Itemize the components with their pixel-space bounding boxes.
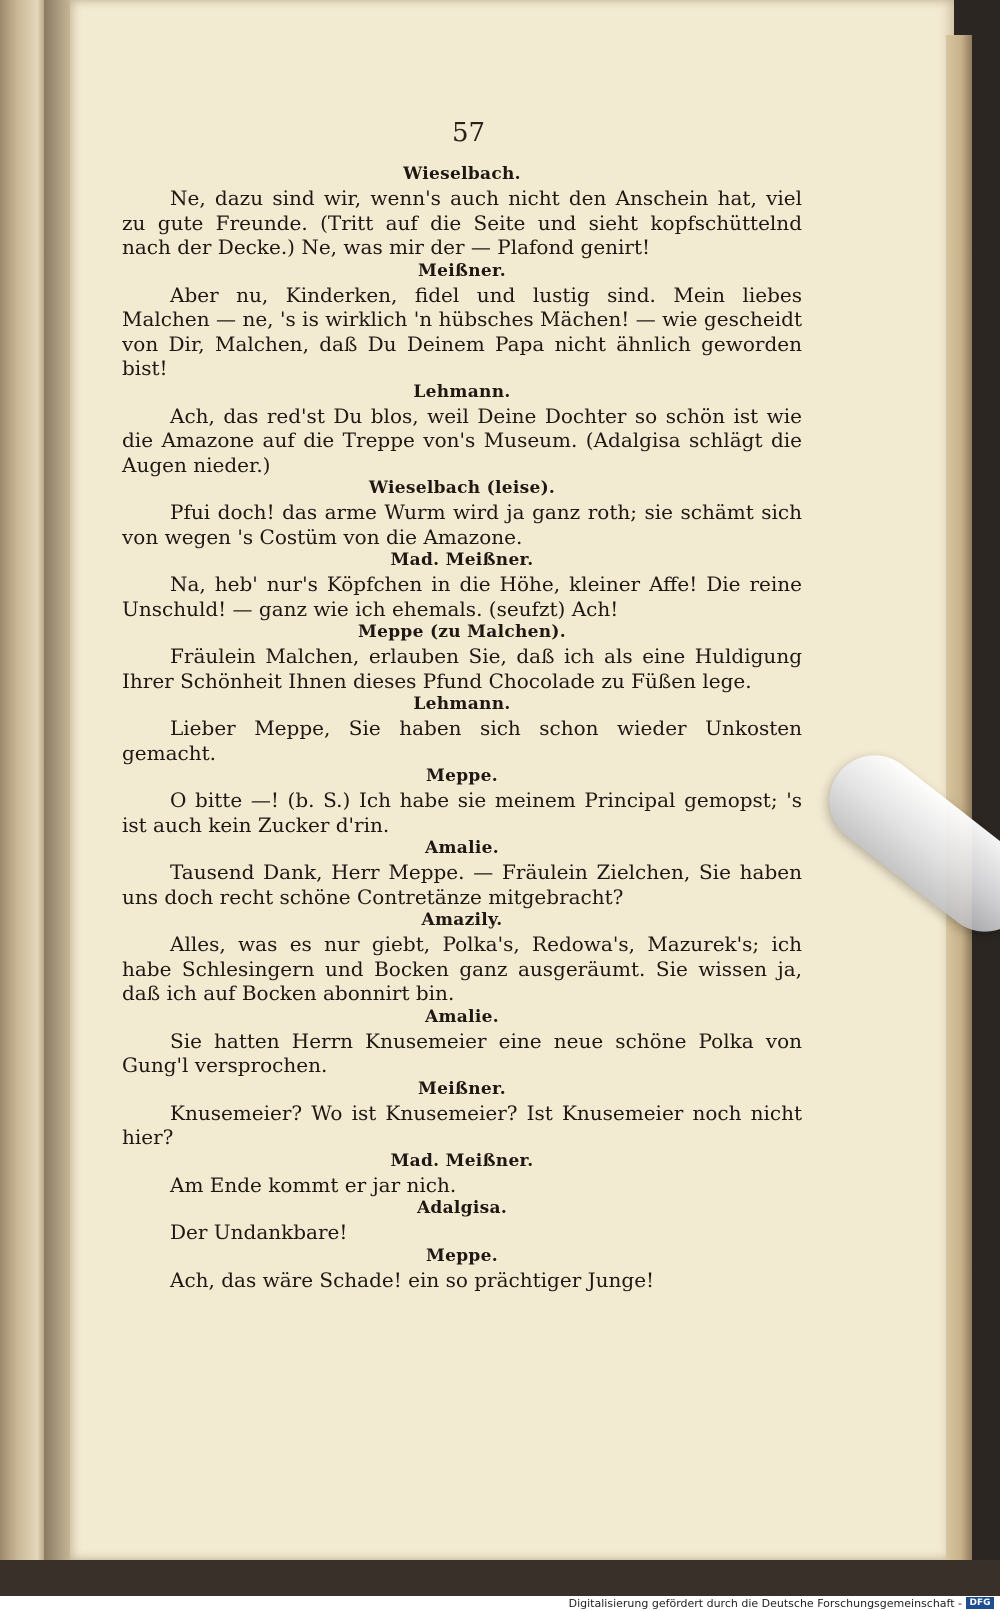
speaker-name: Amalie. (425, 838, 499, 858)
scan-bottom-band (0, 1560, 1000, 1596)
dialogue-paragraph: Ne, dazu sind wir, wenn's auch nicht den Anschein hat, viel zu gute Freunde. (Tritt auf die Seite und sieht kopfschüttelnd nach der Decke.) Ne, was mir der — Plafond genirt! (122, 186, 802, 259)
page-stack-edge (946, 35, 972, 1560)
dialogue-paragraph: Knusemeier? Wo ist Knusemeier? Ist Knusemeier noch nicht hier? (122, 1100, 802, 1149)
page-number: 57 (452, 118, 486, 148)
speaker-name: Meißner. (418, 1078, 506, 1099)
dialogue-paragraph: Ach, das red'st Du blos, weil Deine Dochter so schön ist wie die Amazone auf die Treppe von's Museum. (Adalgisa schlägt die Augen nieder.) (122, 403, 802, 477)
digitization-footer (0, 1596, 1000, 1611)
speaker-name: Meißner. (418, 260, 506, 281)
speaker-name: Wieselbach (leise). (368, 478, 556, 498)
dialogue-paragraph: Ach, das wäre Schade! ein so prächtiger Junge! (170, 1267, 655, 1292)
funding-credit: Digitalisierung gefördert durch die Deutsche Forschungsgemeinschaft - (568, 1597, 962, 1610)
dialogue-paragraph: Tausend Dank, Herr Meppe. — Fräulein Zielchen, Sie haben uns doch recht schöne Contretänze mitgebracht? (122, 860, 802, 909)
speaker-name: Amalie. (425, 1006, 499, 1027)
dialogue-paragraph: O bitte —! (b. S.) Ich habe sie meinem Principal gemopst; 's ist auch kein Zucker d'rin. (122, 788, 802, 837)
dialogue-paragraph: Aber nu, Kinderken, fidel und lustig sind. Mein liebes Malchen — ne, 's is wirklich 'n hübsches Mächen! — wie gescheidt von Dir, Malchen, daß Du Deinem Papa nicht ähnlich geworden bist! (122, 282, 802, 380)
speaker-name: Amazily. (421, 910, 503, 930)
speaker-name: Meppe. (426, 766, 498, 786)
speaker-name: Adalgisa. (416, 1198, 508, 1218)
dialogue-paragraph: Pfui doch! das arme Wurm wird ja ganz roth; sie schämt sich von wegen 's Costüm von die Amazone. (122, 500, 802, 549)
speaker-name: Lehmann. (413, 694, 511, 714)
dialogue-paragraph: Am Ende kommt er jar nich. (170, 1172, 457, 1197)
dialogue-paragraph: Na, heb' nur's Köpfchen in die Höhe, kleiner Affe! Die reine Unschuld! — ganz wie ich ehemals. (seufzt) Ach! (122, 572, 802, 621)
dialogue-paragraph: Sie hatten Herrn Knusemeier eine neue schöne Polka von Gung'l versprochen. (122, 1028, 802, 1077)
dialogue-paragraph: Alles, was es nur giebt, Polka's, Redowa's, Mazurek's; ich habe Schlesingern und Bocken ganz ausgeräumt. Sie wissen ja, daß ich auf Bocken abonnirt bin. (122, 932, 802, 1005)
speaker-name: Lehmann. (413, 381, 511, 402)
speaker-name: Mad. Meißner. (390, 550, 534, 570)
dialogue-paragraph: Lieber Meppe, Sie haben sich schon wieder Unkosten gemacht. (122, 716, 802, 765)
speaker-name: Mad. Meißner. (390, 1150, 534, 1171)
dialogue-paragraph: Fräulein Malchen, erlauben Sie, daß ich als eine Huldigung Ihrer Schönheit Ihnen dieses Pfund Chocolade zu Füßen lege. (122, 644, 802, 693)
speaker-name: Meppe. (426, 1245, 498, 1266)
dfg-logo: DFG (966, 1597, 994, 1609)
speaker-name: Wieselbach. (403, 164, 521, 184)
dialogue-paragraph: Der Undankbare! (170, 1220, 348, 1244)
speaker-name: Meppe (zu Malchen). (358, 622, 566, 642)
left-page-edge (0, 0, 44, 1596)
play-text (122, 163, 802, 1292)
